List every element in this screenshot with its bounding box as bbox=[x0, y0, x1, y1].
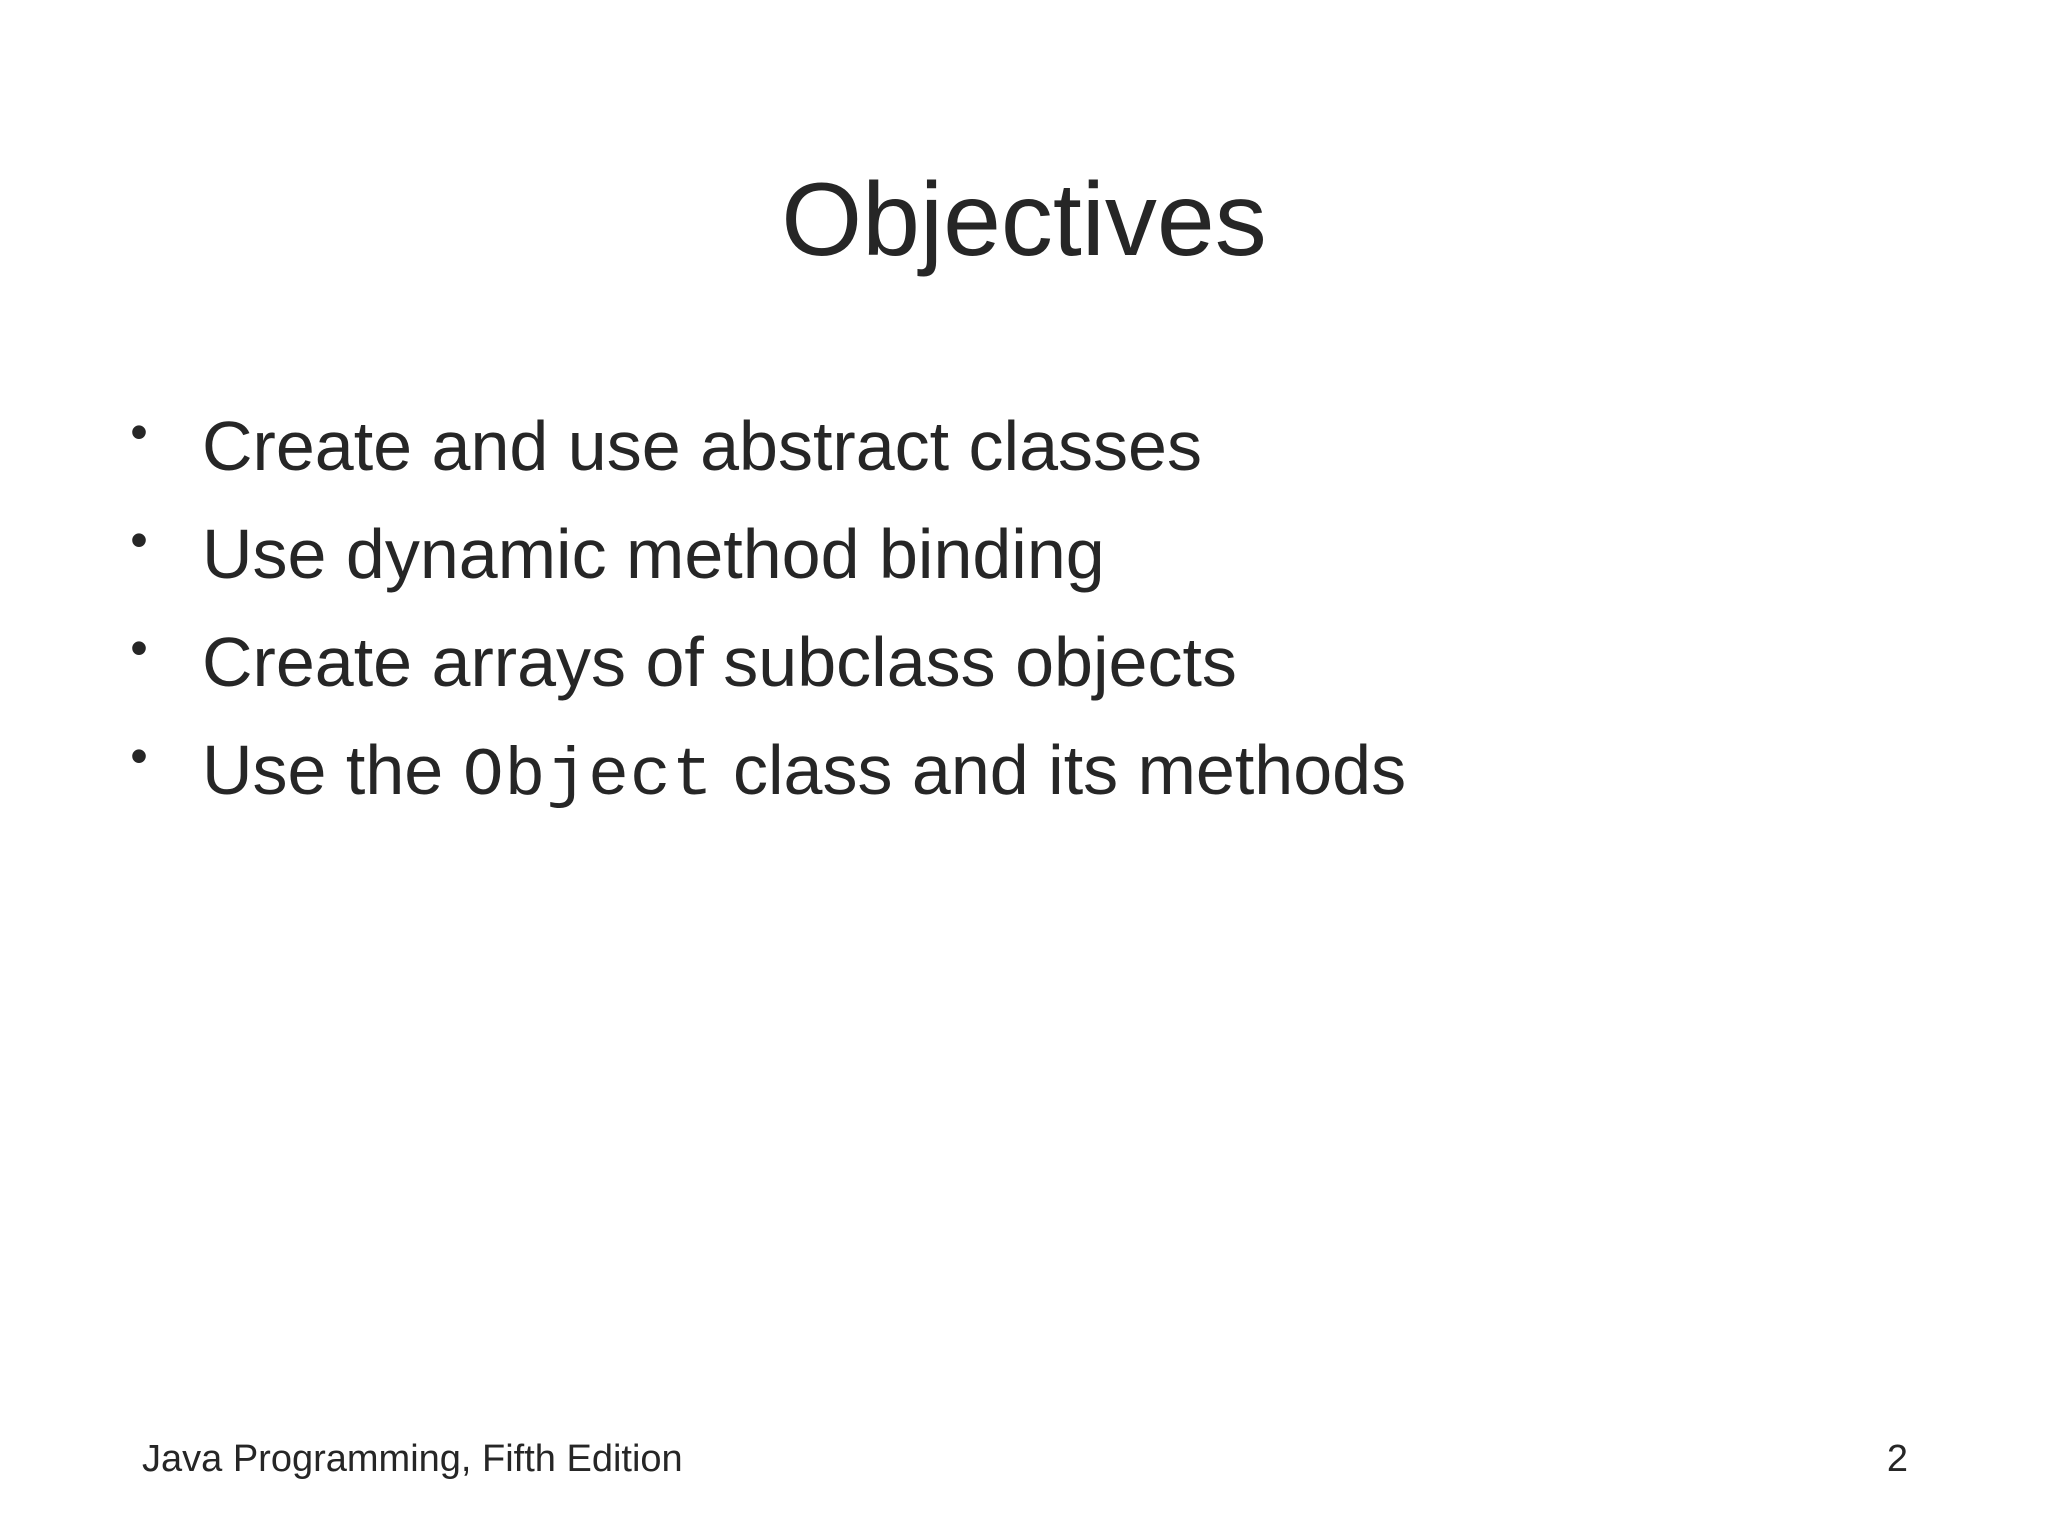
list-item bbox=[124, 608, 1406, 716]
list-item bbox=[124, 500, 1406, 608]
bullet-text: Use dynamic method binding bbox=[202, 515, 1105, 593]
bullet-text: Create and use abstract classes bbox=[202, 407, 1202, 485]
footer-book-title: Java Programming, Fifth Edition bbox=[142, 1438, 683, 1480]
objectives-list bbox=[124, 392, 1406, 831]
bullet-icon: • bbox=[130, 620, 148, 676]
bullet-icon: • bbox=[130, 728, 148, 784]
code-object: Object bbox=[462, 738, 714, 815]
bullet-icon: • bbox=[130, 512, 148, 568]
list-item bbox=[124, 392, 1406, 500]
bullet-text-before: Use the bbox=[202, 731, 463, 809]
slide-title: Objectives bbox=[781, 162, 1267, 278]
page-number: 2 bbox=[1886, 1438, 1908, 1480]
bullet-icon: • bbox=[130, 404, 148, 460]
bullet-text: Create arrays of subclass objects bbox=[202, 623, 1237, 701]
list-item bbox=[124, 716, 1406, 831]
bullet-text-after: class and its methods bbox=[713, 731, 1407, 809]
